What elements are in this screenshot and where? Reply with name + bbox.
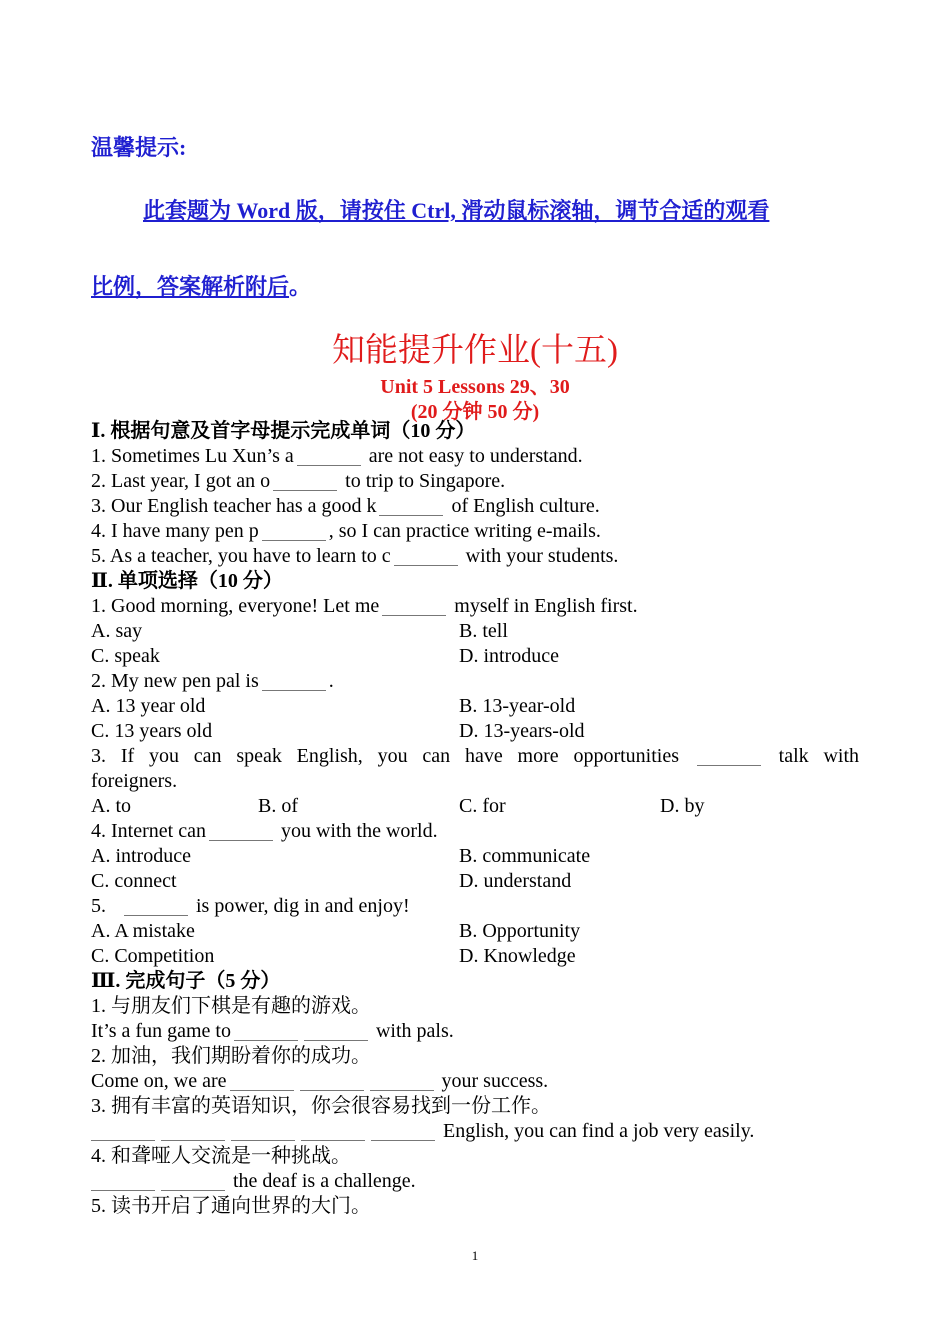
s3-item-5-cn: 5. 读书开启了通向世界的大门。: [91, 1195, 371, 1217]
answer-blank[interactable]: [209, 822, 273, 841]
option[interactable]: C. connect: [91, 870, 177, 892]
answer-blank[interactable]: [297, 447, 361, 466]
option[interactable]: B. communicate: [459, 845, 591, 867]
option[interactable]: A. introduce: [91, 845, 191, 867]
notice-title: 温馨提示:: [91, 135, 187, 160]
option[interactable]: D. introduce: [459, 645, 559, 667]
answer-blank[interactable]: [161, 1122, 225, 1141]
answer-blank[interactable]: [124, 897, 188, 916]
option[interactable]: D. by: [660, 795, 705, 817]
option[interactable]: A. say: [91, 620, 143, 642]
option[interactable]: B. of: [258, 795, 298, 817]
worksheet-subtitle: Unit 5 Lessons 29、30: [380, 376, 570, 398]
section-3-heading: Ⅲ. 完成句子（5 分）: [91, 970, 281, 992]
answer-blank[interactable]: [262, 672, 326, 691]
s3-item-4-en: the deaf is a challenge.: [91, 1169, 859, 1194]
option[interactable]: A. A mistake: [91, 920, 195, 942]
notice-line-2-end: 。: [289, 274, 312, 299]
answer-blank[interactable]: [91, 1122, 155, 1141]
s2-q5-options-row-1: [91, 919, 859, 944]
s2-q4-options-row-1: [91, 844, 859, 869]
s2-question-5: 5. is power, dig in and enjoy!: [91, 895, 410, 917]
answer-blank[interactable]: [370, 1072, 434, 1091]
option[interactable]: C. Competition: [91, 945, 215, 967]
s2-q4-options-row-2: [91, 869, 859, 894]
answer-blank[interactable]: [300, 1072, 364, 1091]
s3-item-2-en: Come on, we are your success.: [91, 1070, 549, 1092]
notice-line-1: 此套题为 Word 版，请按住 Ctrl, 滑动鼠标滚轴，调节合适的观看: [143, 198, 770, 223]
option[interactable]: C. 13 years old: [91, 720, 213, 742]
s2-q2-options-row-2: [91, 719, 859, 744]
s2-q1-options-row-1: [91, 619, 859, 644]
answer-blank[interactable]: [301, 1122, 365, 1141]
s2-question-3: 3. If you can speak English, you can have more opportunities talk with: [91, 745, 860, 767]
s2-q2-options-row-1: [91, 694, 859, 719]
answer-blank[interactable]: [304, 1022, 368, 1041]
notice-line-2: [91, 270, 311, 301]
s1-item-2: 2. Last year, I got an o to trip to Singapore.: [91, 470, 506, 492]
s3-item-1-en: It’s a fun game to with pals.: [91, 1020, 454, 1042]
s2-question-4: 4. Internet can you with the world.: [91, 820, 438, 842]
s2-q5-options-row-2: [91, 944, 859, 969]
s2-q1-options-row-2: [91, 644, 859, 669]
answer-blank[interactable]: [379, 497, 443, 516]
section-1-heading: Ⅰ. 根据句意及首字母提示完成单词（10 分）: [91, 420, 476, 442]
s1-item-1: 1. Sometimes Lu Xun’s a are not easy to understand.: [91, 445, 583, 467]
s2-question-1: 1. Good morning, everyone! Let me myself in English first.: [91, 595, 638, 617]
s3-item-4-cn: 4. 和聋哑人交流是一种挑战。: [91, 1145, 351, 1167]
option[interactable]: B. Opportunity: [459, 920, 581, 942]
answer-blank[interactable]: [91, 1172, 155, 1191]
s3-item-3-en: English, you can find a job very easily.: [91, 1119, 859, 1144]
answer-blank[interactable]: [382, 597, 446, 616]
worksheet-body: [91, 419, 859, 1219]
answer-blank[interactable]: [161, 1172, 225, 1191]
s1-item-3: 3. Our English teacher has a good k of English culture.: [91, 495, 600, 517]
answer-blank[interactable]: [697, 747, 761, 766]
s3-item-1-cn: 1. 与朋友们下棋是有趣的游戏。: [91, 995, 371, 1017]
s2-question-3-cont: foreigners.: [91, 770, 178, 792]
answer-blank[interactable]: [234, 1022, 298, 1041]
option[interactable]: C. speak: [91, 645, 160, 667]
option[interactable]: B. tell: [459, 620, 508, 642]
s1-item-5: 5. As a teacher, you have to learn to c with your students.: [91, 545, 619, 567]
answer-blank[interactable]: [231, 1122, 295, 1141]
worksheet-time: (20 分钟 50 分): [410, 401, 540, 423]
answer-blank[interactable]: [273, 472, 337, 491]
answer-blank[interactable]: [230, 1072, 294, 1091]
s3-item-3-cn: 3. 拥有丰富的英语知识，你会很容易找到一份工作。: [91, 1095, 551, 1117]
page-number: 1: [471, 1248, 479, 1263]
answer-blank[interactable]: [394, 547, 458, 566]
section-2-heading: Ⅱ. 单项选择（10 分）: [91, 570, 283, 592]
option[interactable]: B. 13-year-old: [459, 695, 576, 717]
notice-line-2-text: 比例，答案解析附后: [91, 274, 290, 299]
option[interactable]: D. Knowledge: [459, 945, 576, 967]
option[interactable]: A. to: [91, 795, 131, 817]
s1-item-4: 4. I have many pen p , so I can practice writing e-mails.: [91, 520, 601, 542]
s3-item-2-cn: 2. 加油，我们期盼着你的成功。: [91, 1045, 371, 1067]
answer-blank[interactable]: [371, 1122, 435, 1141]
s2-q3-options: [91, 794, 859, 819]
s2-question-2: 2. My new pen pal is .: [91, 670, 334, 692]
option[interactable]: D. 13-years-old: [459, 720, 585, 742]
option[interactable]: D. understand: [459, 870, 572, 892]
option[interactable]: A. 13 year old: [91, 695, 206, 717]
option[interactable]: C. for: [459, 795, 506, 817]
answer-blank[interactable]: [262, 522, 326, 541]
worksheet-title: 知能提升作业(十五): [332, 333, 618, 369]
